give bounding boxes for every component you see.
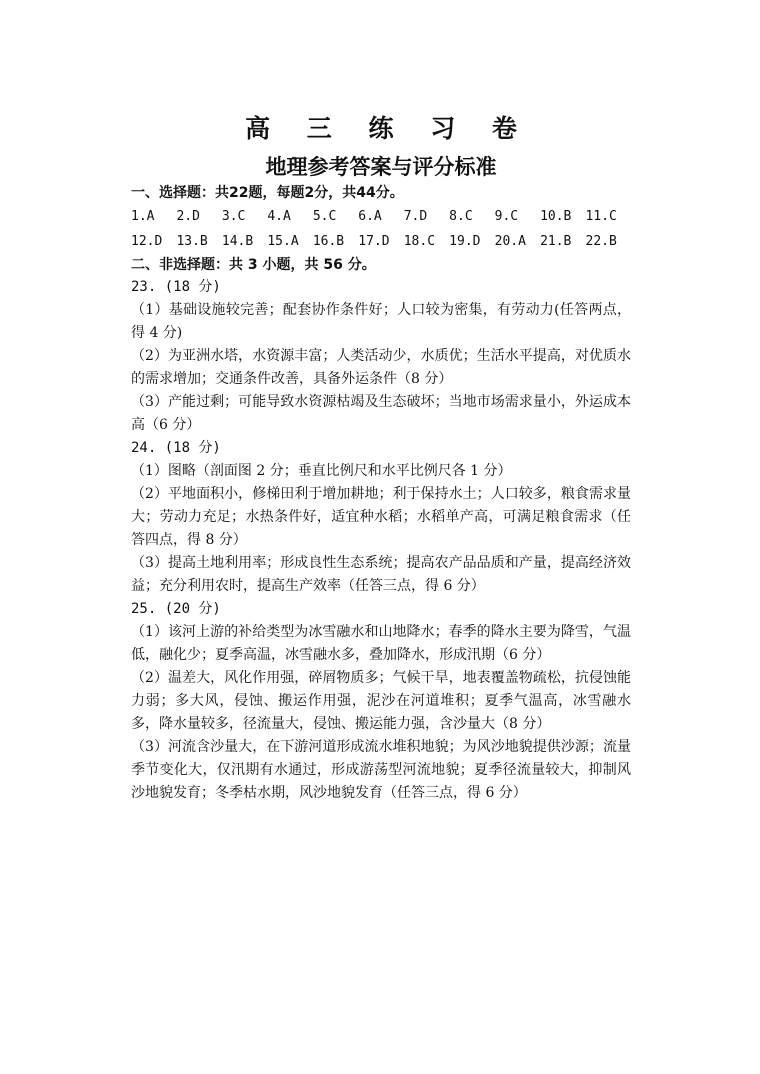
answer-item: 1.A [131,209,155,224]
document-content [131,112,631,805]
answer-item: 16.B [312,234,345,249]
answer-item: 3.C [221,209,246,224]
answer-item: 9.C [494,209,519,224]
answer-paragraph: （1）该河上游的补给类型为冰雪融水和山地降水；春季的降水主要为降雪，气温低，融化少；夏季高温，冰雪融水多，叠加降水，形成汛期（6 分） [131,624,631,663]
answer-item: 15.A [267,234,299,249]
answer-item: 18.C [403,234,436,249]
answer-item: 11.C [585,209,617,224]
question-list [131,276,631,805]
question-heading: 25. (20 分) [131,601,221,617]
answer-item: 5.C [312,209,337,224]
answer-item: 22.B [585,234,617,249]
page-title: 高 三 练 习 卷 [245,114,531,143]
page-subtitle: 地理参考答案与评分标准 [265,155,497,179]
answer-item: 13.B [176,234,208,249]
answer-paragraph: （1）基础设施较完善；配套协作条件好；人口较为密集，有劳动力(任答两点，得 4 分) [131,302,631,341]
answer-paragraph: （3）提高土地利用率；形成良性生态系统；提高农产品品质和产量，提高经济效益；充分利用农时，提高生产效率（任答三点，得 6 分） [131,555,631,594]
answer-item: 17.D [358,234,390,249]
answer-item: 12.D [131,234,163,249]
answer-item: 6.A [358,209,382,224]
question-heading: 24. (18 分) [131,440,221,456]
answer-item: 20.A [494,234,526,249]
answer-item: 2.D [176,209,200,224]
answer-item: 8.C [449,209,473,224]
section1-heading: 一、选择题：共22题，每题2分，共44分。 [131,185,404,201]
answer-item: 7.D [403,209,428,224]
answer-item: 4.A [267,209,291,224]
answer-item: 10.B [540,209,572,224]
section2-heading: 二、非选择题：共 3 小题，共 56 分。 [131,257,376,273]
answer-paragraph: （1）图略（剖面图 2 分；垂直比例尺和水平比例尺各 1 分） [131,463,512,479]
answer-item: 14.B [221,234,254,249]
answer-paragraph: （3）河流含沙量大，在下游河道形成流水堆积地貌；为风沙地貌提供沙源；流量季节变化大，仅汛期有水通过，形成游荡型河流地貌；夏季径流量较大，抑制风沙地貌发育；冬季枯水期，风沙地貌发育（任答三点，得 6 分） [131,739,631,801]
answer-paragraph: （3）产能过剩；可能导致水资源枯竭及生态破坏；当地市场需求量小，外运成本高（6 分） [131,394,631,433]
answer-item: 21.B [540,234,572,249]
question-heading: 23. (18 分) [131,279,221,295]
answer-key-grid [131,204,631,254]
answer-paragraph: （2）温差大，风化作用强，碎屑物质多；气候干旱，地表覆盖物疏松，抗侵蚀能力弱；多大风，侵蚀、搬运作用强，泥沙在河道堆积；夏季气温高，冰雪融水多，降水量较多，径流量大，侵蚀、搬运能力强，含沙量大（8 分） [131,670,631,732]
answer-paragraph: （2）平地面积小，修梯田利于增加耕地；利于保持水土；人口较多，粮食需求量大；劳动力充足；水热条件好，适宜种水稻；水稻单产高，可满足粮食需求（任答四点，得 8 分） [131,486,631,548]
answer-paragraph: （2）为亚洲水塔，水资源丰富；人类活动少，水质优；生活水平提高，对优质水的需求增加；交通条件改善，具备外运条件（8 分） [131,348,631,387]
answer-item: 19.D [449,234,481,249]
